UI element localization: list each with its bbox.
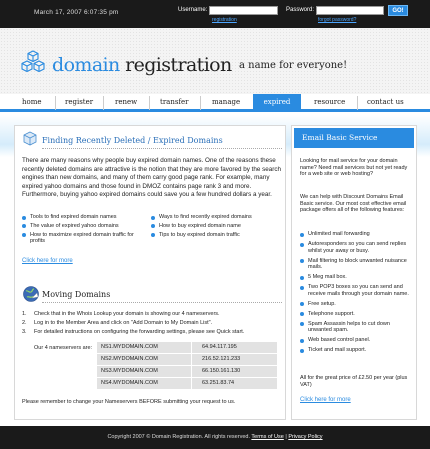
list-item: Ways to find recently expired domains (151, 214, 281, 220)
footer-separator: | (283, 434, 289, 440)
list-item: Ticket and mail support. (300, 347, 412, 354)
features-list-left (22, 214, 142, 247)
nav-divider (55, 96, 56, 110)
steps-list (22, 310, 284, 337)
ns-ip: 66.150.161.130 (202, 368, 241, 374)
cell-divider (191, 354, 192, 365)
nav-divider (149, 96, 150, 110)
nav-divider (103, 96, 104, 110)
list-item: Tips to buy expired domain traffic (151, 232, 281, 238)
list-item: Tools to find expired domain names (22, 214, 142, 220)
logo-word-registration: registration (119, 54, 232, 76)
cell-divider (191, 366, 192, 377)
step-item (22, 310, 284, 319)
list-item: Unlimited mail forwarding (300, 231, 412, 238)
nameservers-table (97, 342, 277, 390)
dotted-divider (42, 148, 282, 149)
ns-ip: 63.251.83.74 (202, 380, 235, 386)
nav-divider (357, 96, 358, 110)
password-input[interactable] (316, 6, 384, 15)
forgot-password-link[interactable]: forgot password? (318, 17, 357, 23)
nav-register[interactable]: register (65, 98, 94, 106)
table-row (97, 354, 277, 365)
password-label: Password: (286, 7, 315, 13)
nav-expired[interactable] (253, 94, 301, 112)
section-expired-title: Finding Recently Deleted / Expired Domains (42, 136, 223, 145)
intro-paragraph: There are many reasons why people buy expired domain names. One of the reasons these recently deleted domains are attractive is the notion that they are more favored by the search engines than new domains, and many of them carry good page rank. For example, many expired yahoo domains and those found in DMOZ contains page rank 3 and more. Furthermore, buying yahoo expired domains could save you a few hundred dollars a year. (22, 157, 282, 199)
top-bar (0, 0, 430, 28)
step-number: 2. (22, 320, 27, 326)
footer-text (0, 434, 430, 440)
step-item (22, 328, 284, 337)
ns-host: NS4.MYDOMAIN.COM (101, 380, 158, 386)
sidebar-more-link[interactable]: Click here for more (300, 397, 351, 403)
privacy-policy-link[interactable]: Privacy Policy (288, 434, 323, 440)
nameserver-reminder: Please remember to change your Nameservers BEFORE submitting your request to us. (22, 399, 236, 405)
table-row (97, 366, 277, 377)
table-row (97, 342, 277, 353)
list-item: Telephone support. (300, 311, 412, 318)
list-item: Autoresponders so you can send replies whilst your away or busy. (300, 241, 412, 254)
click-here-more-link[interactable]: Click here for more (22, 258, 73, 264)
cubes-logo-icon (20, 49, 46, 75)
terms-of-use-link[interactable]: Terms of Use (251, 434, 284, 440)
step-item (22, 319, 284, 328)
sidebar-intro: Looking for mail service for your domain name? Need mail services but not yet ready for a web site or web hosting? (300, 158, 408, 177)
list-item: Free setup. (300, 301, 412, 308)
list-item: The value of expired yahoo domains (22, 223, 142, 229)
nav-manage[interactable]: manage (212, 98, 241, 106)
globe-icon (22, 285, 40, 303)
step-text: For detailed instructions on configuring the forwarding settings, please see Quick start. (34, 329, 245, 335)
step-number: 1. (22, 311, 27, 317)
username-label: Username: (178, 7, 208, 13)
sidebar-header (294, 128, 414, 148)
nav-divider (200, 96, 201, 110)
site-logo[interactable] (52, 54, 232, 76)
ns-ip: 64.94.117.195 (202, 344, 237, 350)
nav-contact-us[interactable]: contact us (367, 98, 404, 106)
nav-expired-label: expired (263, 98, 291, 106)
expired-cube-icon (22, 131, 38, 147)
table-row (97, 378, 277, 389)
nameservers-label: Our 4 nameservers are: (34, 345, 93, 351)
sidebar-intro-2: We can help with Discount Domains Email Basic service. Our most cost effective email package offers all of the following features: (300, 194, 407, 213)
date-time: March 17, 2007 6:07:35 pm (34, 9, 119, 16)
sidebar-title: Email Basic Service (302, 133, 378, 142)
go-button[interactable]: GO! (388, 5, 408, 16)
nav-transfer[interactable]: transfer (160, 98, 189, 106)
nav-home[interactable]: home (22, 98, 42, 106)
dotted-divider (42, 302, 282, 303)
copyright-text: Copyright 2007 © Domain Registration. All rights reserved. (107, 434, 252, 440)
list-item: Spam Assassin helps to cut down unwanted spam. (300, 321, 412, 334)
registration-link[interactable]: registration (212, 17, 237, 23)
site-header (0, 28, 430, 94)
ns-host: NS1.MYDOMAIN.COM (101, 344, 158, 350)
list-item: How to maximize expired domain traffic for profits (22, 232, 142, 245)
list-item: How to buy expired domain name (151, 223, 281, 229)
ns-ip: 216.52.121.233 (202, 356, 241, 362)
features-list-right (151, 214, 281, 240)
step-number: 3. (22, 329, 27, 335)
step-text: Check that in the Whois Lookup your domain is showing our 4 nameservers. (34, 311, 220, 317)
nav-renew[interactable]: renew (115, 98, 138, 106)
sidebar-features-list (300, 231, 412, 357)
list-item: Web based control panel. (300, 337, 412, 344)
step-text: Log in to the Member Area and click on "Add Domain to My Domain List". (34, 320, 213, 326)
list-item: 5 Meg mail box. (300, 274, 412, 281)
sidebar-price: All for the great price of £2.50 per year (plus VAT) (300, 375, 408, 388)
cell-divider (191, 378, 192, 389)
username-input[interactable] (209, 6, 278, 15)
site-footer (0, 426, 430, 449)
tagline: a name for everyone! (239, 60, 348, 71)
section-moving-title: Moving Domains (42, 290, 111, 299)
main-nav (0, 94, 430, 112)
list-item: Mail filtering to block unwanted nuisance mails. (300, 258, 412, 271)
logo-word-domain: domain (52, 54, 120, 76)
cell-divider (191, 342, 192, 353)
ns-host: NS2.MYDOMAIN.COM (101, 356, 158, 362)
list-item: Two POP3 boxes so you can send and receive mails through your domain name. (300, 284, 412, 297)
ns-host: NS3.MYDOMAIN.COM (101, 368, 158, 374)
nav-resource[interactable]: resource (314, 98, 346, 106)
